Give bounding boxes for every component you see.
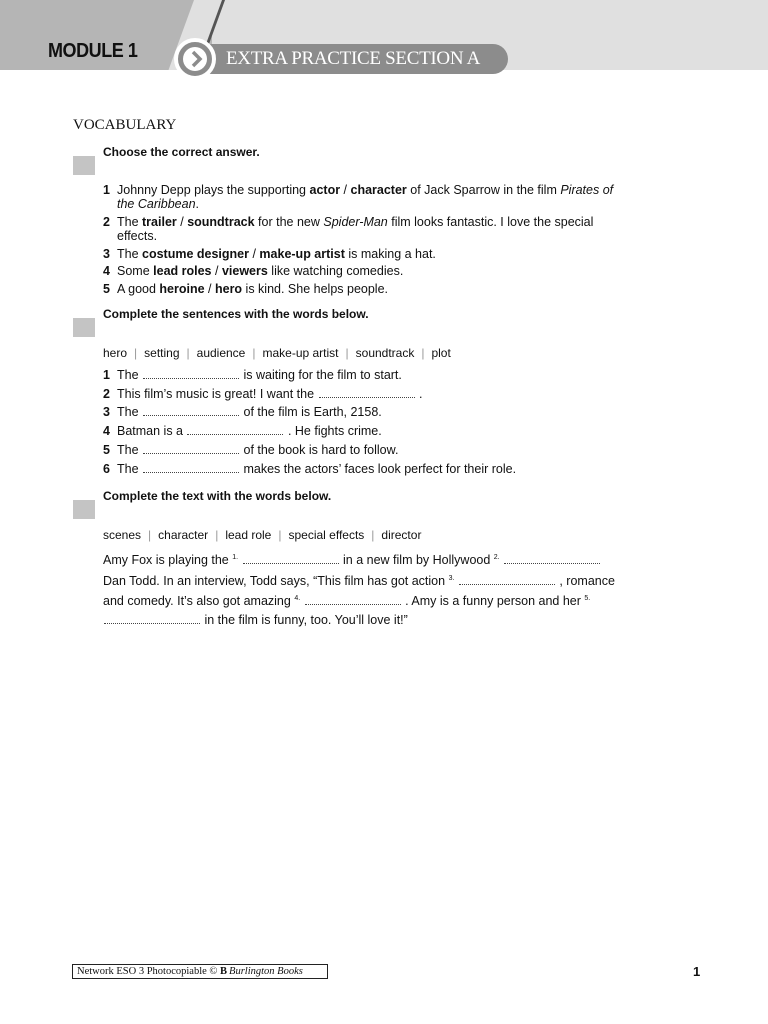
gap-number: 4.: [294, 595, 301, 603]
option-b: hero: [214, 282, 243, 296]
footer-copyright: Network ESO 3 Photocopiable © B Burlington Books: [72, 964, 328, 979]
word-option: plot: [431, 346, 451, 360]
answer-blank[interactable]: [143, 368, 239, 379]
exercise-1-item: 3 The costume designer / make-up artist is making a hat.: [103, 247, 436, 261]
item-number: 2: [103, 215, 110, 229]
item-number: 6: [103, 462, 110, 476]
word-option: audience: [196, 346, 246, 360]
exercise-1-item: 2 The trailer / soundtrack for the new Spider-Man film looks fantastic. I love the special effects.: [103, 215, 594, 243]
exercise-2-item: 4 Batman is a . He fights crime.: [103, 424, 382, 438]
exercise-2-item: 1 The is waiting for the film to start.: [103, 368, 402, 382]
exercise-2-word-list: hero | setting | audience | make-up artist | soundtrack | plot: [103, 346, 451, 360]
word-option: hero: [103, 346, 128, 360]
answer-blank[interactable]: [143, 405, 239, 416]
option-a: heroine: [159, 282, 205, 296]
chevron-right-icon: [174, 38, 216, 80]
answer-blank[interactable]: [243, 553, 339, 564]
item-number: 2: [103, 387, 110, 401]
exercise-2-item: 2 This film’s music is great! I want the .: [103, 387, 423, 401]
item-number: 4: [103, 264, 110, 278]
exercise-1-item: 1 Johnny Depp plays the supporting actor / character of Jack Sparrow in the film Pirates of the Caribbean.: [103, 183, 614, 211]
answer-blank[interactable]: [143, 462, 239, 473]
gap-number: 1.: [232, 554, 239, 561]
exercise-1-item: 5 A good heroine / hero is kind. She helps people.: [103, 282, 389, 296]
word-option: character: [158, 528, 209, 542]
word-option: lead role: [225, 528, 272, 542]
item-number: 3: [103, 247, 110, 261]
exercise-1-instruction: Choose the correct answer.: [103, 145, 260, 159]
item-number: 1: [103, 368, 110, 382]
gap-number: 3.: [448, 574, 455, 582]
page-number: 1: [693, 964, 701, 979]
word-option: scenes: [103, 528, 142, 542]
exercise-1-item: 4 Some lead roles / viewers like watching comedies.: [103, 264, 404, 278]
exercise-3-word-list: scenes | character | lead role | special effects | director: [103, 528, 422, 542]
word-option: soundtrack: [355, 346, 415, 360]
option-b: character: [350, 183, 407, 197]
exercise-2-instruction: Complete the sentences with the words below.: [103, 307, 369, 321]
exercise-2-item: 3 The of the film is Earth, 2158.: [103, 405, 382, 419]
option-b: soundtrack: [187, 215, 255, 229]
option-a: costume designer: [142, 247, 249, 261]
gap-number: 5.: [584, 595, 591, 603]
exercise-3-marker: [73, 500, 95, 519]
module-title: MODULE 1: [48, 40, 138, 62]
option-a: actor: [309, 183, 341, 197]
item-number: 4: [103, 424, 110, 438]
gap-number: 2.: [493, 554, 500, 561]
answer-blank[interactable]: [504, 553, 600, 564]
answer-blank[interactable]: [319, 387, 415, 398]
word-option: make-up artist: [262, 346, 339, 360]
exercise-2-item: 5 The of the book is hard to follow.: [103, 443, 399, 457]
option-b: viewers: [221, 264, 268, 278]
exercise-3-instruction: Complete the text with the words below.: [103, 489, 332, 503]
word-option: setting: [144, 346, 180, 360]
option-a: lead roles: [153, 264, 212, 278]
item-number: 5: [103, 443, 110, 457]
answer-blank[interactable]: [459, 574, 555, 585]
item-number: 5: [103, 282, 110, 296]
option-b: make-up artist: [259, 247, 345, 261]
exercise-2-marker: [73, 318, 95, 337]
publisher-logo: B: [220, 966, 228, 977]
answer-blank[interactable]: [143, 443, 239, 454]
exercise-3-text: Amy Fox is playing the $^{1.}$ in a new film by Hollywood $^{2.}$ Dan Todd. In an interview, Todd says, “This film has got action $^{3.}$ , romance and comedy. It’s also got amazing $^{4.}$ . Amy is a funny person and her $^{5.}$ in the film is funny, too. You’ll love it!”: [103, 553, 615, 627]
word-option: special effects: [288, 528, 365, 542]
option-a: trailer: [142, 215, 177, 229]
exercise-1-marker: [73, 156, 95, 175]
answer-blank[interactable]: [104, 613, 200, 624]
section-title: EXTRA PRACTICE SECTION A: [226, 48, 481, 69]
item-number: 1: [103, 183, 110, 197]
answer-blank[interactable]: [305, 594, 401, 605]
vocabulary-heading: VOCABULARY: [73, 117, 177, 133]
answer-blank[interactable]: [187, 424, 283, 435]
item-number: 3: [103, 405, 110, 419]
word-option: director: [381, 528, 422, 542]
exercise-2-item: 6 The makes the actors’ faces look perfect for their role.: [103, 462, 517, 476]
